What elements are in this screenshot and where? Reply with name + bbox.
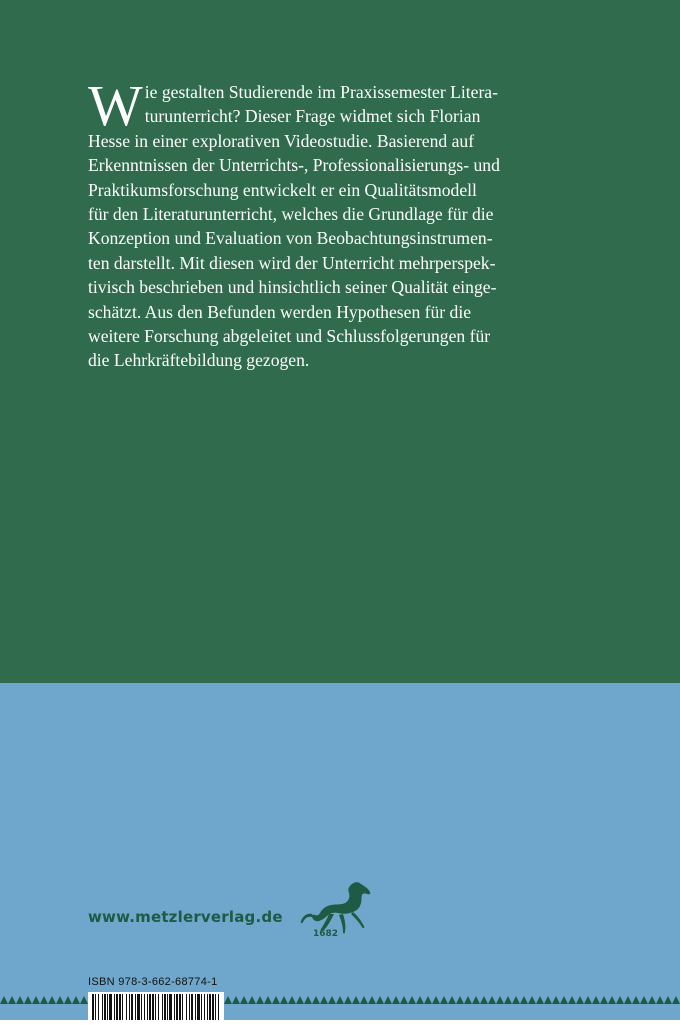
- blurb-line-3: Hesse in einer explorativen Videostudie. Basierend auf: [88, 130, 475, 151]
- logo-year: 1682: [313, 929, 339, 939]
- blurb-line-9: tivisch beschrieben und hinsichtlich seiner Qualität einge-: [88, 277, 497, 298]
- drop-cap: W: [88, 73, 143, 138]
- blurb-line-5: Praktikumsforschung entwickelt er ein Qualitätsmodell: [88, 179, 477, 200]
- blurb-line-11: weitere Forschung abgeleitet und Schlussfolgerungen für: [88, 326, 491, 347]
- blurb-text: [88, 73, 550, 373]
- isbn-label: ISBN 978-3-662-68774-1: [88, 976, 218, 988]
- horse-icon: [298, 876, 382, 948]
- blurb-line-7: Konzeption und Evaluation von Beobachtungsinstrumen-: [88, 228, 493, 249]
- blurb-line-12: die Lehrkräftebildung gezogen.: [88, 350, 310, 371]
- blurb-line-1: ie gestalten Studierende im Praxissemester Litera-: [144, 82, 498, 102]
- barcode-bars: [88, 992, 224, 1020]
- publisher-url[interactable]: www.metzlerverlag.de: [88, 908, 283, 926]
- blurb-line-2: turunterricht? Dieser Frage widmet sich Florian: [144, 106, 481, 127]
- blurb-line-10: schätzt. Aus den Befunden werden Hypothesen für die: [88, 301, 472, 322]
- barcode: [88, 992, 224, 1020]
- blurb-line-8: ten darstellt. Mit diesen wird der Unterricht mehrperspek-: [88, 252, 496, 273]
- blurb-line-6: für den Literaturunterricht, welches die Grundlage für die: [88, 204, 494, 225]
- bottom-panel: [0, 683, 680, 1020]
- blurb-line-4: Erkenntnissen der Unterrichts-, Professionalisierungs- und: [88, 155, 500, 176]
